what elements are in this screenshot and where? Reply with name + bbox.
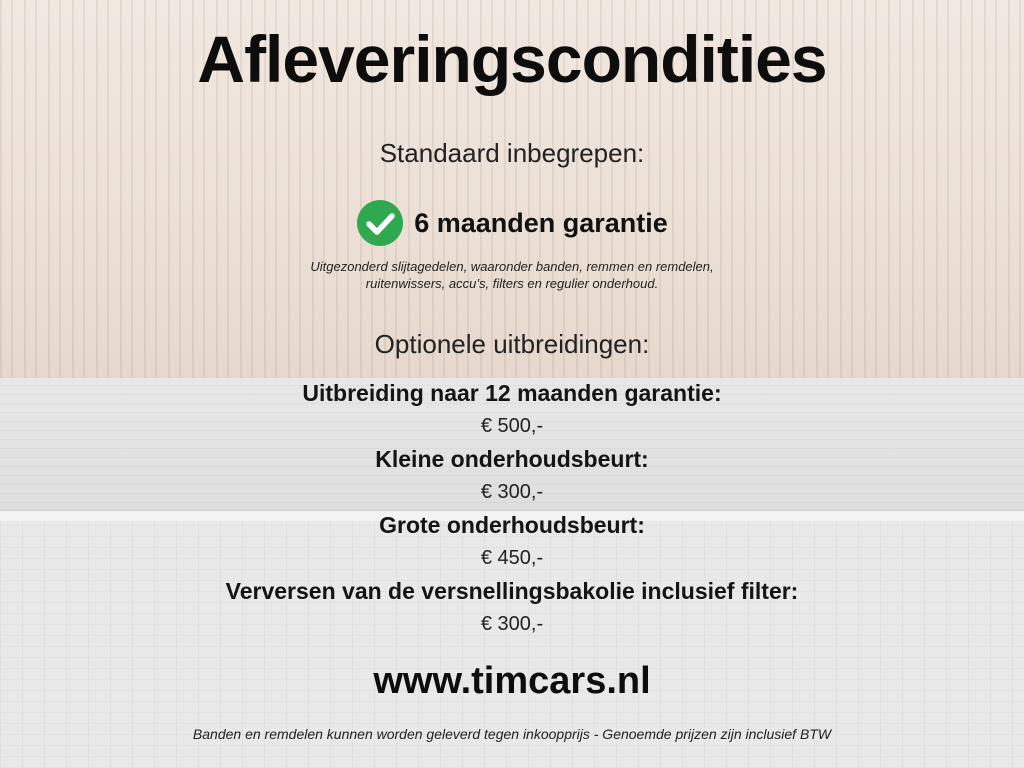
- option-name: Grote onderhoudsbeurt:: [379, 512, 645, 538]
- website-url: www.timcars.nl: [373, 660, 651, 702]
- page-title: Afleveringscondities: [197, 22, 827, 96]
- option-price: € 300,-: [480, 481, 544, 503]
- option-name: Kleine onderhoudsbeurt:: [375, 446, 649, 472]
- check-circle-icon: [356, 199, 404, 247]
- footer-note: Banden en remdelen kunnen worden geleverd tegen inkoopprijs - Genoemde prijzen zijn inclusief BTW: [192, 726, 832, 742]
- options-list: [0, 376, 1024, 640]
- option-price: € 500,-: [480, 415, 544, 437]
- option-price: € 300,-: [480, 613, 544, 635]
- warranty-label: 6 maanden garantie: [414, 207, 668, 238]
- option-name: Verversen van de versnellingsbakolie inclusief filter:: [225, 578, 799, 604]
- note-line-2: ruitenwissers, accu’s, filters en regulier onderhoud.: [365, 276, 659, 291]
- option-price: € 450,-: [480, 547, 544, 569]
- optional-extensions-heading: Optionele uitbreidingen:: [374, 329, 650, 359]
- note-line-1: Uitgezonderd slijtagedelen, waaronder banden, remmen en remdelen,: [310, 259, 714, 274]
- warranty-row: [0, 196, 1024, 250]
- warranty-exclusions-note: [262, 258, 762, 292]
- option-name: Uitbreiding naar 12 maanden garantie:: [302, 380, 722, 406]
- standard-included-heading: Standaard inbegrepen:: [379, 138, 645, 168]
